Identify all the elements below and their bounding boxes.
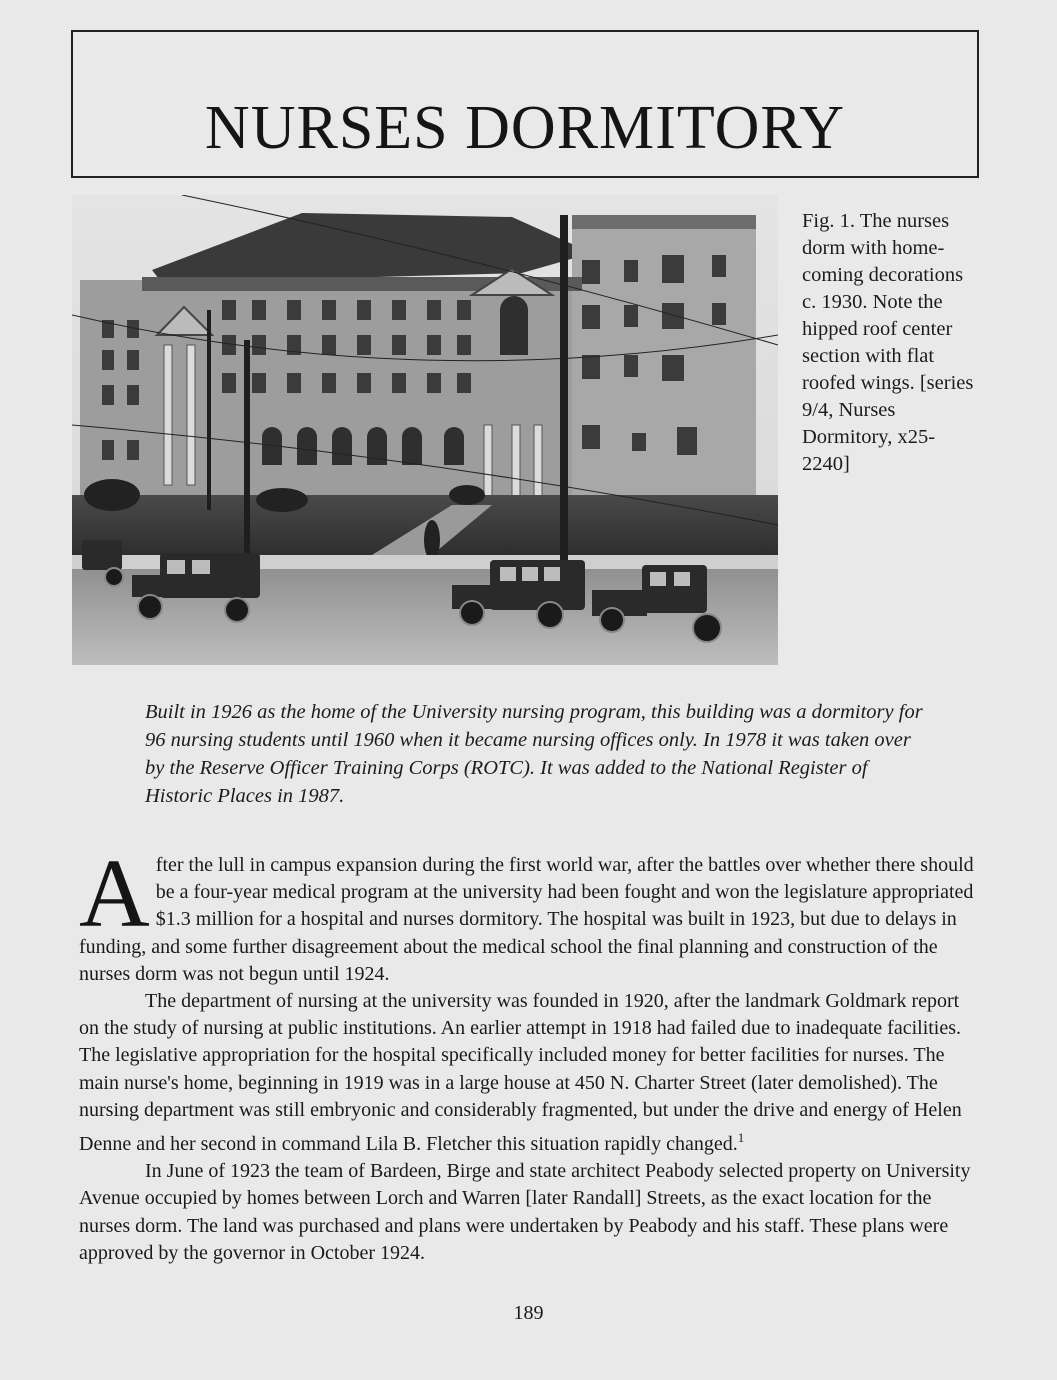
paragraph-2 (79, 988, 979, 1158)
page-number: 189 (513, 1302, 544, 1324)
paragraph-2-text: The department of nursing at the university was founded in 1920, after the landmark Goldmark report on the study of nursing at public institutions. An earlier attempt in 1918 had failed due to inadequate facilities. The legislative appropriation for the hospital specifically included money for better facilities for nurses. The main nurse's home, beginning in 1919 was in a large house at 450 N. Charter Street (later demolished). The nursing department was still embryonic and considerably fragmented, but under the drive and energy of Helen Denne and her second in command Lila B. Fletcher this situation rapidly changed. (79, 990, 962, 1156)
page-title: NURSES DORMITORY (204, 94, 846, 162)
intro-paragraph: Built in 1926 as the home of the University nursing program, this building was a dormitory for 96 nursing students until 1960 when it became nursing offices only. In 1978 it was taken over by the Reserve Officer Training Corps (ROTC). It was added to the National Register of Historic Places in 1987. (145, 701, 923, 807)
body-text (79, 840, 979, 1267)
paragraph-1-text: fter the lull in campus expansion during the first world war, after the battles over whether there should be a four-year medical program at the university had been fought and won the legislature appropriated $1.3 million for a hospital and nurses dormitory. The hospital was built in 1923, but due to delays in funding, and some further disagreement about the medical school the final planning and construction of the nurses dorm was not begun until 1924. (79, 854, 974, 985)
figure-caption: Fig. 1. The nurses dorm with home-coming decorations c. 1930. Note the hipped roof center section with flat roofed wings. [series 9/4, Nurses Dormitory, x25-2240] (802, 210, 974, 475)
paragraph-3: In June of 1923 the team of Bardeen, Birge and state architect Peabody selected property on University Avenue occupied by homes between Lorch and Warren [later Randall] Streets, as the exact location for the nurses dorm. The land was purchased and plans were undertaken by Peabody and his staff. These plans were approved by the governor in October 1924. (79, 1160, 971, 1264)
paragraph-1 (79, 840, 979, 988)
drop-cap: A (79, 840, 150, 948)
dormitory-photo (72, 195, 778, 665)
title-box (71, 30, 979, 178)
footnote-marker[interactable]: 1 (737, 1130, 745, 1146)
